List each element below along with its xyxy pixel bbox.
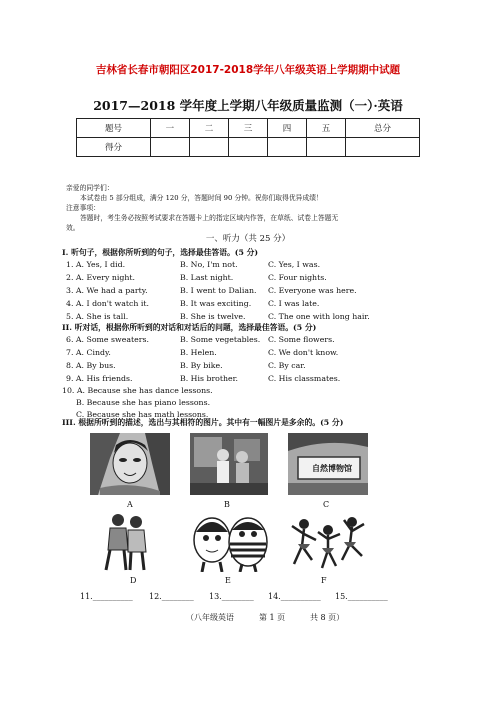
- question-option: C. Everyone was here.: [268, 286, 357, 295]
- footer-total: 共 8 页）: [310, 613, 345, 622]
- picture-label: F: [321, 576, 327, 585]
- question-option: 7. A. Cindy.: [66, 348, 111, 357]
- question-option: B. Some vegetables.: [180, 335, 261, 344]
- question-option: B. I went to Dalian.: [180, 286, 257, 295]
- answer-blank[interactable]: 11.__________: [80, 592, 133, 601]
- footer-subject: （八年级英语: [186, 613, 234, 622]
- question-option: 9. A. His friends.: [66, 374, 133, 383]
- question-option: C. Yes, I was.: [268, 260, 321, 269]
- score-table-cell: 题号: [77, 119, 151, 138]
- question-option: B. Last night.: [180, 273, 234, 282]
- score-table-cell: [307, 138, 346, 157]
- question-option: B. She is twelve.: [180, 312, 246, 321]
- question-option: B. By bike.: [180, 361, 223, 370]
- answer-blank[interactable]: 15.__________: [335, 592, 388, 601]
- score-table-cell: 二: [189, 119, 228, 138]
- notes-attention: 注意事项：: [66, 204, 100, 212]
- question-option: C. Some flowers.: [268, 335, 335, 344]
- score-table-cell: 一: [150, 119, 189, 138]
- picture-b: [190, 433, 268, 495]
- document-title: 吉林省长春市朝阳区2017-2018学年八年级英语上学期期中试题: [95, 64, 401, 76]
- question-option: 8. A. By bus.: [66, 361, 116, 370]
- score-table-cell: 三: [228, 119, 267, 138]
- question-option: C. Four nights.: [268, 273, 327, 282]
- question-option: C. I was late.: [268, 299, 320, 308]
- footer-page: 第 1 页: [259, 613, 286, 622]
- score-table-cell: [346, 138, 420, 157]
- question-option: 10. A. Because she has dance lessons.: [62, 386, 213, 395]
- part-heading: III. 根据所听到的描述，选出与其相符的图片。其中有一幅图片是多余的。(5 分): [62, 418, 344, 427]
- score-table-score-row: [77, 138, 420, 157]
- notes-line: 效。: [66, 224, 80, 232]
- picture-label: C: [323, 500, 330, 509]
- question-option: C. The one with long hair.: [268, 312, 370, 321]
- picture-e: [188, 510, 270, 572]
- score-table-cell: [150, 138, 189, 157]
- question-option: 6. A. Some sweaters.: [66, 335, 149, 344]
- question-option: C. By car.: [268, 361, 306, 370]
- answer-blank[interactable]: 13.________: [209, 592, 254, 601]
- question-option: B. No, I'm not.: [180, 260, 238, 269]
- answer-blank[interactable]: 12.________: [149, 592, 194, 601]
- part-heading: II. 听对话，根据你所听到的对话和对话后的问题，选择最佳答语。(5 分): [62, 323, 317, 332]
- picture-label: E: [225, 576, 231, 585]
- museum-sign-text: 自然博物馆: [312, 464, 352, 473]
- notes-line: 答题时，考生务必按照考试要求在答题卡上的指定区域内作答，在草纸、试卷上答题无: [80, 214, 339, 222]
- question-option: 5. A. She is tall.: [66, 312, 129, 321]
- question-option: 3. A. We had a party.: [66, 286, 148, 295]
- question-option: 4. A. I don't watch it.: [66, 299, 149, 308]
- question-option: B. Helen.: [180, 348, 217, 357]
- score-table-cell: 五: [307, 119, 346, 138]
- picture-a: [90, 433, 170, 495]
- section-heading: 一、听力（共 25 分）: [205, 234, 291, 244]
- picture-d: [96, 510, 156, 572]
- notes-line: 本试卷由 5 部分组成，满分 120 分，答题时间 90 分钟。祝你们取得优异成绩！: [80, 194, 323, 202]
- question-option: 1. A. Yes, I did.: [66, 260, 126, 269]
- score-table-cell: [189, 138, 228, 157]
- picture-label: A: [127, 500, 133, 509]
- score-table-cell: [268, 138, 307, 157]
- picture-label: D: [130, 576, 137, 585]
- exam-title: 2017—2018 学年度上学期八年级质量监测（一）·英语: [93, 98, 403, 113]
- answer-blank[interactable]: 14.__________: [268, 592, 321, 601]
- question-option: B. It was exciting.: [180, 299, 252, 308]
- question-option: C. We don't know.: [268, 348, 339, 357]
- question-option: C. His classmates.: [268, 374, 341, 383]
- picture-label: B: [224, 500, 230, 509]
- question-option: B. Because she has piano lessons.: [76, 398, 211, 407]
- score-table-cell: 四: [268, 119, 307, 138]
- score-table-cell: 得分: [77, 138, 151, 157]
- question-option: B. His brother.: [180, 374, 238, 383]
- score-table-cell: 总分: [346, 119, 420, 138]
- notes-greeting: 亲爱的同学们：: [66, 184, 114, 192]
- score-table-header-row: [77, 119, 420, 138]
- score-table-cell: [228, 138, 267, 157]
- picture-f: [286, 512, 368, 574]
- part-heading: I. 听句子，根据你所听到的句子，选择最佳答语。(5 分): [62, 248, 259, 257]
- score-table: [76, 118, 420, 157]
- question-option: C. Because she has math lessons.: [76, 410, 209, 419]
- question-option: 2. A. Every night.: [66, 273, 135, 282]
